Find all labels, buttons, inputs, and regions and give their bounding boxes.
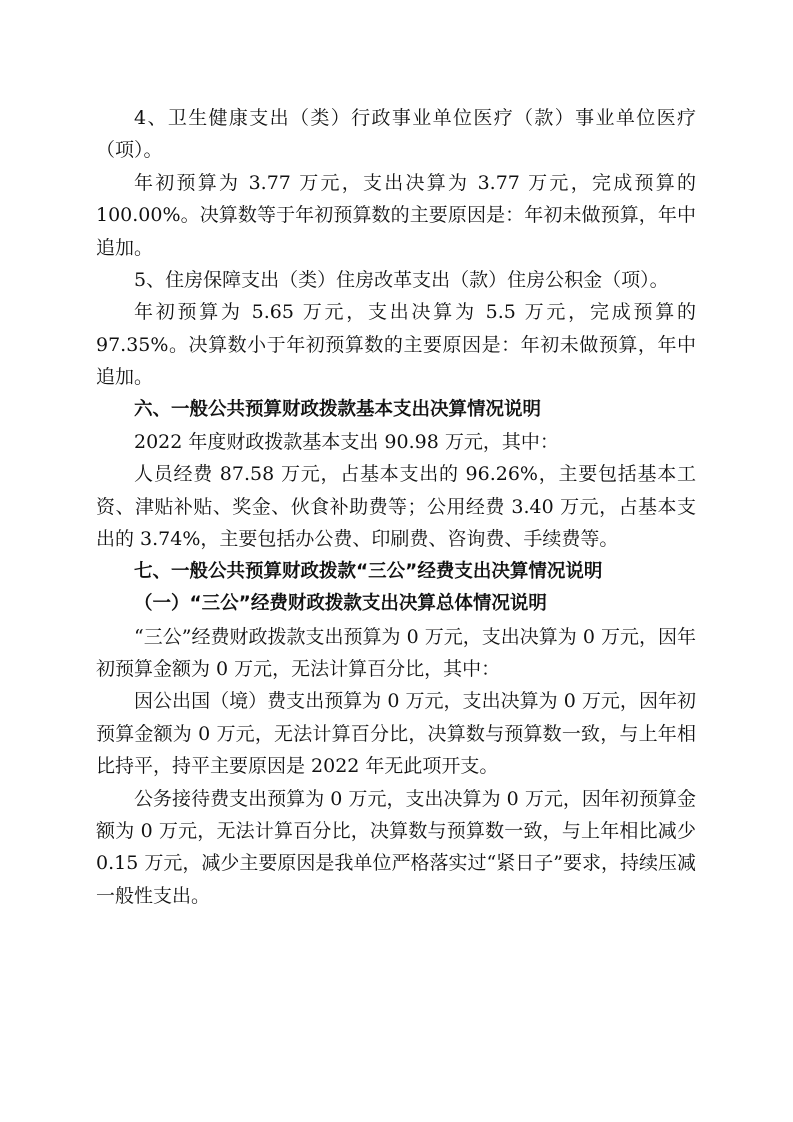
paragraph-reception: 公务接待费支出预算为 0 万元，支出决算为 0 万元，因年初预算金额为 0 万元，无法计算百分比，决算数与预算数一致，与上年相比减少 0.15 万元，减少主要原因是我单位严格落实过“紧日子”要求，持续压减一般性支出。: [96, 787, 696, 907]
paragraph-housing-item: 5、住房保障支出（类）住房改革支出（款）住房公积金（项）。: [134, 269, 669, 292]
paragraph-overseas-travel: 因公出国（境）费支出预算为 0 万元，支出决算为 0 万元，因年初预算金额为 0 万元，无法计算百分比，决算数与预算数一致，与上年相比持平，持平主要原因是 2022 年无此项开支。: [96, 690, 696, 778]
paragraph-health-budget: 年初预算为 3.77 万元，支出决算为 3.77 万元，完成预算的 100.00%。决算数等于年初预算数的主要原因是：年初未做预算，年中追加。: [96, 171, 696, 259]
section-heading-basic-expenditure: 六、一般公共预算财政拨款基本支出决算情况说明: [134, 398, 542, 420]
paragraph-three-public-total: “三公”经费财政拨款支出预算为 0 万元，支出决算为 0 万元，因年初预算金额为 0 万元，无法计算百分比，其中：: [96, 625, 696, 680]
paragraph-health-item: 4、卫生健康支出（类）行政事业单位医疗（款）事业单位医疗（项）。: [96, 107, 696, 162]
paragraph-housing-budget: 年初预算为 5.65 万元，支出决算为 5.5 万元，完成预算的 97.35%。决算数小于年初预算数的主要原因是：年初未做预算，年中追加。: [96, 301, 696, 389]
section-heading-three-public: 七、一般公共预算财政拨款“三公”经费支出决算情况说明: [134, 560, 603, 582]
subsection-heading-three-public-overall: （一）“三公”经费财政拨款支出决算总体情况说明: [134, 593, 547, 615]
document-body: [96, 102, 696, 912]
paragraph-basic-total: 2022 年度财政拨款基本支出 90.98 万元，其中：: [134, 431, 559, 454]
paragraph-basic-breakdown: 人员经费 87.58 万元，占基本支出的 96.26%，主要包括基本工资、津贴补贴、奖金、伙食补助费等；公用经费 3.40 万元，占基本支出的 3.74%，主要包括办公费、印刷费、咨询费、手续费等。: [96, 463, 696, 551]
